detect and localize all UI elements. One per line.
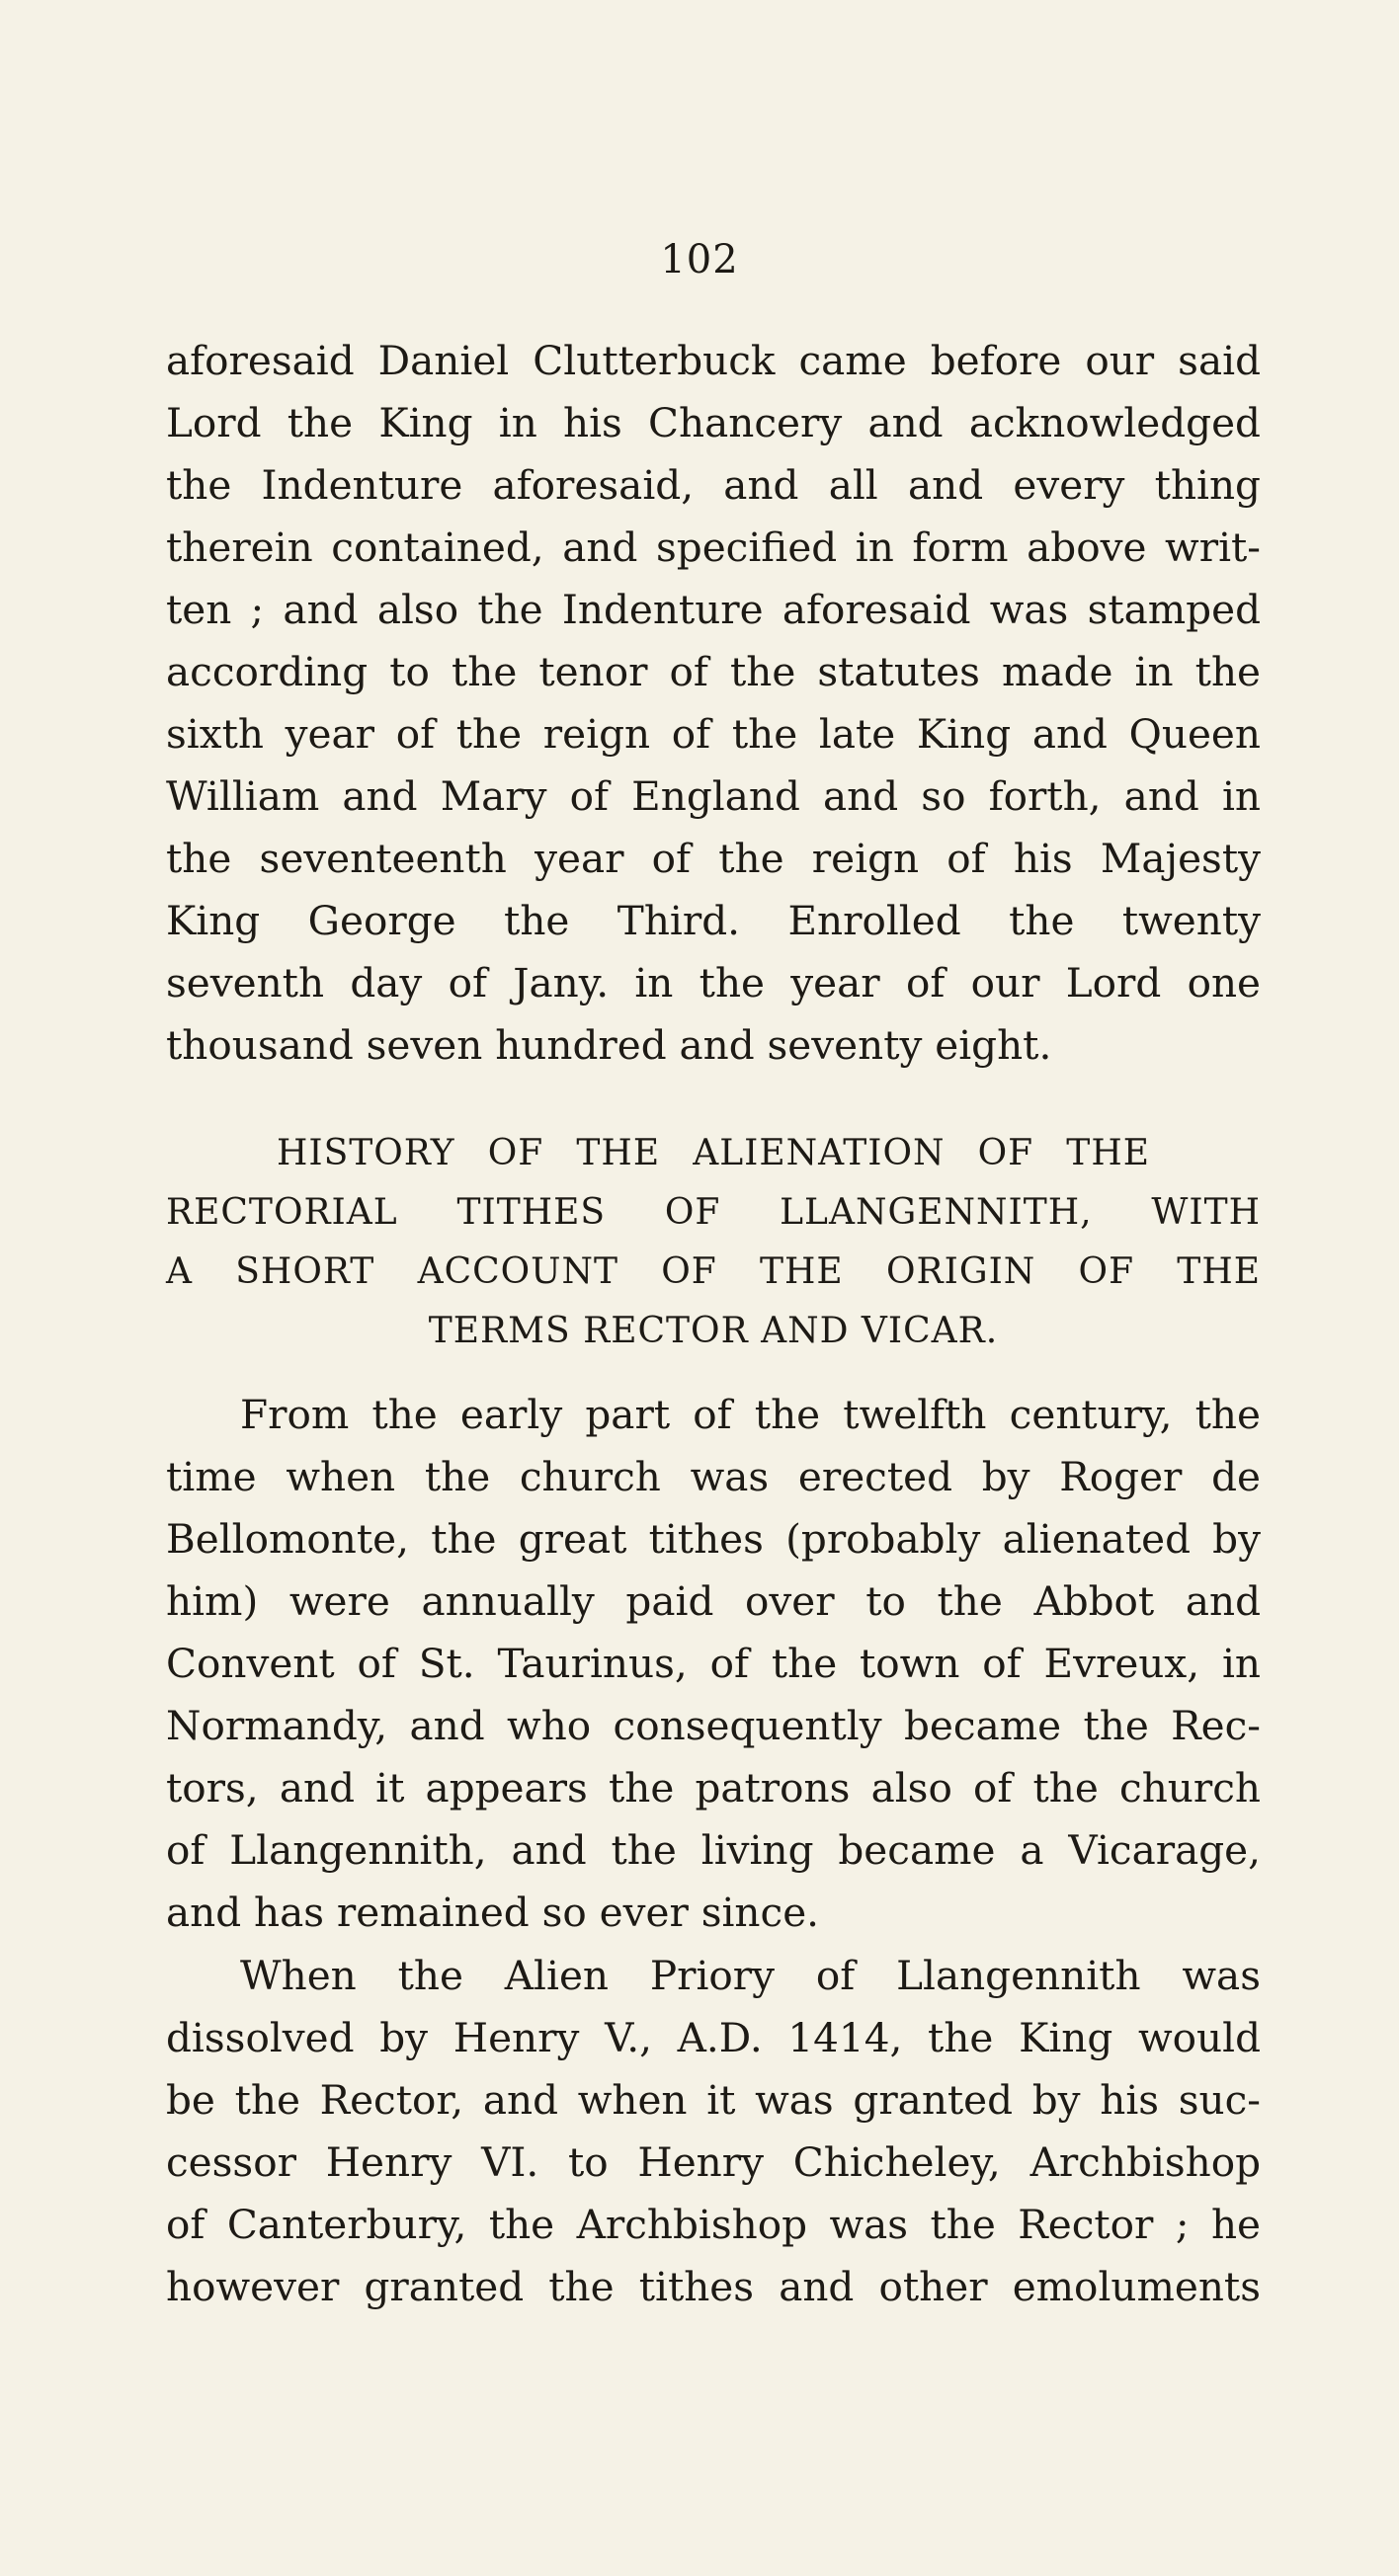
- text-line: From the early part of the twelfth century, the: [240, 1391, 1261, 1438]
- text-line: sixth year of the reign of the late King and Queen: [166, 710, 1261, 758]
- text-line: Lord the King in his Chancery and acknowledged: [166, 399, 1261, 446]
- heading-line: HISTORY OF THE ALIENATION OF THE: [277, 1133, 1150, 1173]
- text-line: seventh day of Jany. in the year of our Lord one: [166, 959, 1261, 1006]
- text-line: and has remained so ever since.: [166, 1889, 820, 1936]
- text-line: King George the Third. Enrolled the twenty: [166, 897, 1261, 944]
- text-line: Convent of St. Taurinus, of the town of Evreux, in: [166, 1640, 1261, 1687]
- text-line: dissolved by Henry V., A.D. 1414, the King would: [166, 2014, 1261, 2061]
- heading-line: TERMS RECTOR AND VICAR.: [428, 1311, 999, 1351]
- text-line: ten ; and also the Indenture aforesaid was stamped: [166, 586, 1261, 633]
- text-line: according to the tenor of the statutes made in the: [166, 648, 1261, 695]
- text-line: the seventeenth year of the reign of his Majesty: [166, 835, 1261, 882]
- paragraph-alien-priory: [166, 1945, 1261, 2318]
- text-line: however granted the tithes and other emoluments: [166, 2263, 1261, 2310]
- text-line: cessor Henry VI. to Henry Chicheley, Archbishop: [166, 2138, 1261, 2186]
- text-line: of Llangennith, and the living became a Vicarage,: [166, 1826, 1261, 1874]
- text-line: therein contained, and specified in form above writ-: [166, 523, 1261, 571]
- text-line: Bellomonte, the great tithes (probably alienated by: [166, 1515, 1261, 1563]
- text-line: the Indenture aforesaid, and all and every thing: [166, 461, 1261, 509]
- text-line: Normandy, and who consequently became the Rec-: [166, 1702, 1261, 1749]
- heading-line: RECTORIAL TITHES OF LLANGENNITH, WITH: [166, 1192, 1261, 1233]
- text-line: aforesaid Daniel Clutterbuck came before our said: [166, 337, 1261, 384]
- page-number: 102: [660, 237, 739, 282]
- text-line: time when the church was erected by Roger de: [166, 1453, 1261, 1500]
- text-line: William and Mary of England and so forth, and in: [166, 772, 1261, 820]
- heading-line: A SHORT ACCOUNT OF THE ORIGIN OF THE: [166, 1251, 1261, 1292]
- text-line: be the Rector, and when it was granted by his suc-: [166, 2076, 1261, 2124]
- text-line: of Canterbury, the Archbishop was the Rector ; he: [166, 2201, 1261, 2248]
- section-heading: [166, 1124, 1261, 1361]
- text-line: When the Alien Priory of Llangennith was: [240, 1952, 1261, 1999]
- paragraph-tithes-history: [166, 1384, 1261, 1944]
- text-line: tors, and it appears the patrons also of the church: [166, 1764, 1261, 1811]
- text-line: him) were annually paid over to the Abbot and: [166, 1577, 1261, 1625]
- paragraph-continuation: [166, 330, 1261, 1077]
- text-line: thousand seven hundred and seventy eight.: [166, 1021, 1052, 1069]
